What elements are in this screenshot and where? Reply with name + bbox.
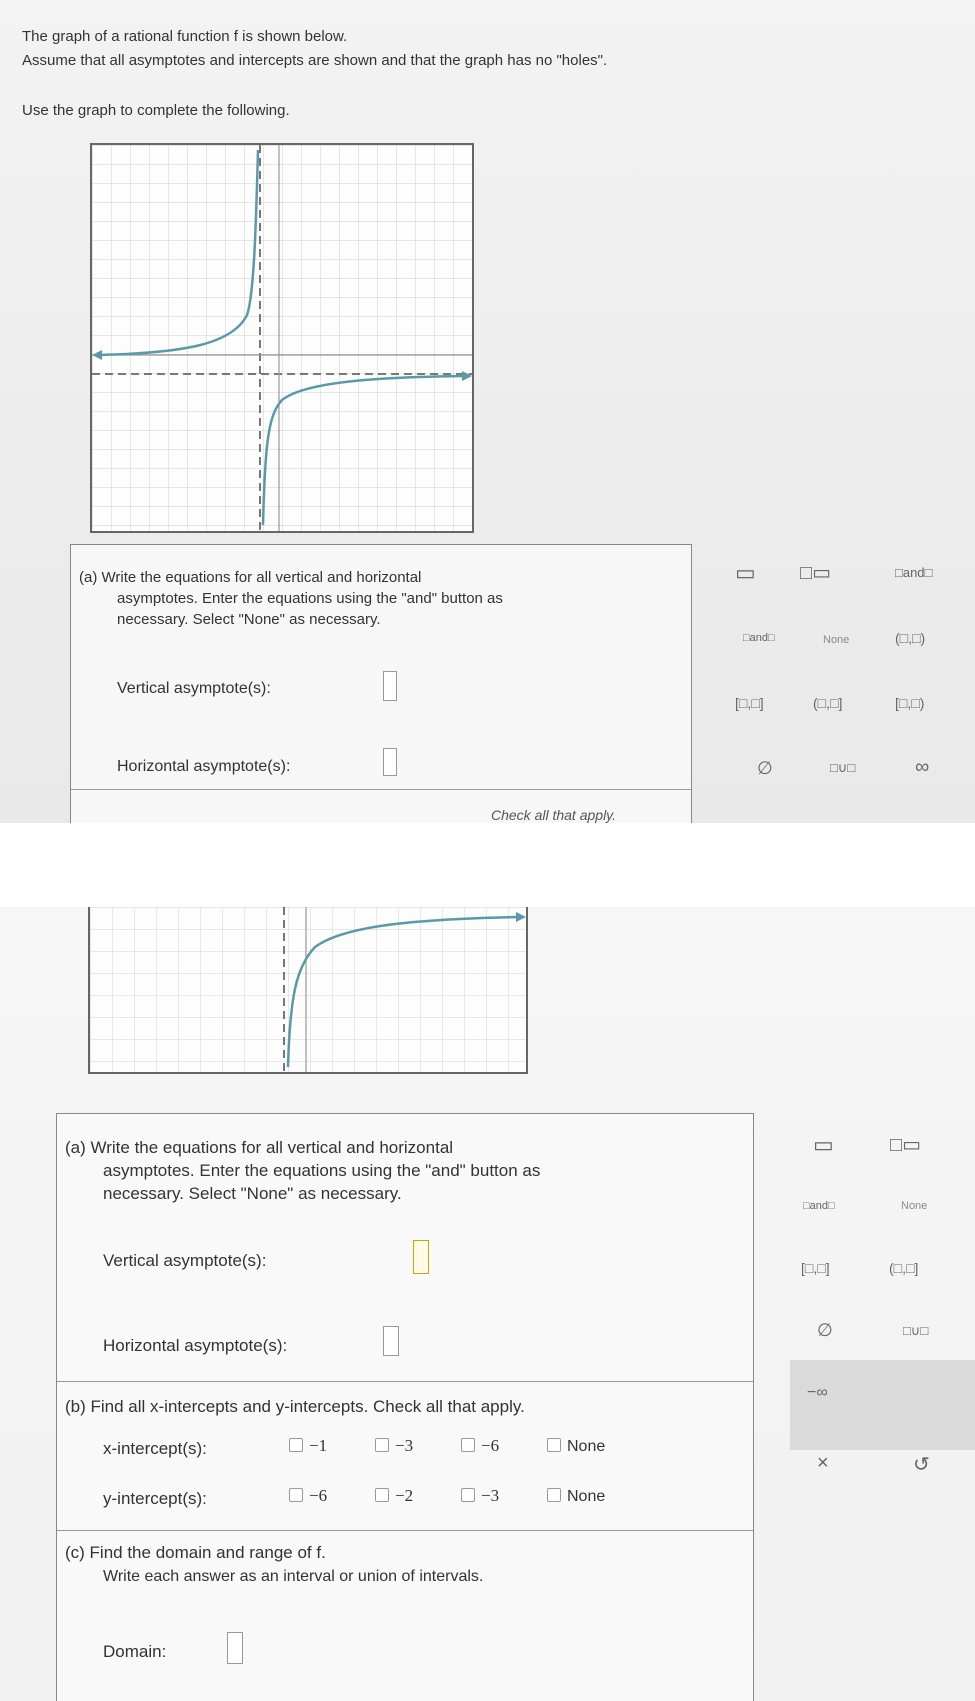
part-b-title: (b) Find all x-intercepts and y-intercepts. Check all that apply. — [65, 1397, 525, 1416]
y-intercept-option-3[interactable]: −3 — [461, 1486, 499, 1506]
x-intercept-option-3[interactable]: −6 — [461, 1436, 499, 1456]
intro-line-2: Assume that all asymptotes and intercepts are shown and that the graph has no "holes". — [22, 52, 608, 69]
intro-line-3: Use the graph to complete the following. — [22, 102, 290, 119]
vertical-asymptote-label: Vertical asymptote(s): — [117, 680, 271, 697]
y-intercept-option-2[interactable]: −2 — [375, 1486, 413, 1506]
grid-partial — [90, 907, 526, 1072]
infinity-button[interactable]: ∞ — [915, 756, 930, 778]
part-a-text-3: necessary. Select "None" as necessary. — [117, 611, 381, 628]
none-button-b[interactable]: None — [901, 1200, 928, 1212]
closed-closed-interval-button-b[interactable]: [□,□] — [801, 1260, 830, 1276]
part-c-title: (c) Find the domain and range of f. — [65, 1543, 326, 1562]
screenshot-photo-top — [0, 0, 975, 823]
part-a-text-3-b: necessary. Select "None" as necessary. — [103, 1184, 402, 1203]
union-button[interactable]: □∪□ — [830, 760, 856, 775]
checkbox[interactable] — [375, 1488, 389, 1502]
horizontal-asymptote-label-b: Horizontal asymptote(s): — [103, 1336, 288, 1355]
x-intercept-option-2[interactable]: −3 — [375, 1436, 413, 1456]
part-a-text-1-b: (a) Write the equations for all vertical and horizontal — [65, 1138, 454, 1157]
checkbox[interactable] — [375, 1438, 389, 1452]
empty-set-button-b[interactable]: ∅ — [817, 1320, 833, 1340]
part-a-panel — [70, 544, 692, 823]
intro-line-1: The graph of a rational function f is shown below. — [22, 28, 348, 45]
divider-a-b — [57, 1381, 753, 1382]
and-button-top[interactable]: □and□ — [895, 565, 933, 580]
part-a-text-1: (a) Write the equations for all vertical and horizontal — [79, 569, 422, 586]
checkbox[interactable] — [547, 1438, 561, 1452]
none-button[interactable]: None — [823, 634, 850, 646]
fraction-button-b[interactable]: ▭ — [813, 1132, 834, 1157]
graph-svg-partial — [90, 907, 526, 1072]
answer-panel — [56, 1113, 754, 1701]
vertical-asymptote-input[interactable] — [383, 671, 397, 701]
y-intercept-option-1[interactable]: −6 — [289, 1486, 327, 1506]
x-intercept-label: x-intercept(s): — [103, 1439, 207, 1458]
horizontal-asymptote-input[interactable] — [383, 748, 397, 776]
keypad-bottom — [795, 1132, 965, 1476]
and-button-row2[interactable]: □and□ — [743, 632, 775, 644]
neg-infinity-button[interactable]: −∞ — [807, 1384, 828, 1401]
x-intercept-option-1[interactable]: −1 — [289, 1436, 327, 1456]
domain-input[interactable] — [227, 1632, 243, 1664]
graph-svg — [92, 145, 472, 531]
function-graph-partial — [88, 907, 528, 1074]
function-graph — [90, 143, 474, 533]
checkbox[interactable] — [289, 1488, 303, 1502]
panel-divider — [71, 789, 691, 790]
horizontal-asymptote-input-b[interactable] — [383, 1326, 399, 1356]
checkbox[interactable] — [461, 1488, 475, 1502]
closed-closed-interval-button[interactable]: [□,□] — [735, 695, 764, 711]
keypad-top — [735, 560, 955, 790]
domain-label: Domain: — [103, 1642, 167, 1661]
x-intercept-option-none[interactable]: None — [547, 1438, 605, 1456]
checkbox[interactable] — [461, 1438, 475, 1452]
union-button-b[interactable]: □∪□ — [903, 1323, 929, 1338]
part-a-text-2-b: asymptotes. Enter the equations using the "and" button as — [103, 1161, 541, 1180]
open-closed-interval-button-b[interactable]: (□,□] — [889, 1260, 919, 1276]
checkbox[interactable] — [289, 1438, 303, 1452]
clear-button[interactable]: × — [817, 1452, 829, 1474]
fraction-button[interactable]: ▭ — [735, 560, 756, 585]
grid — [92, 145, 472, 531]
mixed-fraction-button[interactable]: □▭ — [800, 562, 831, 584]
and-button-b[interactable]: □and□ — [803, 1200, 835, 1212]
vertical-asymptote-input-b[interactable] — [413, 1240, 429, 1274]
page-gap — [0, 823, 975, 907]
empty-set-button[interactable]: ∅ — [757, 758, 773, 778]
open-closed-interval-button[interactable]: (□,□] — [813, 695, 843, 711]
mixed-fraction-button-b[interactable]: □▭ — [890, 1134, 921, 1156]
screenshot-photo-bottom — [0, 907, 975, 1701]
undo-button[interactable]: ↺ — [913, 1454, 930, 1476]
open-open-interval-button[interactable]: (□,□) — [895, 630, 926, 646]
part-c-subtitle: Write each answer as an interval or union of intervals. — [103, 1568, 484, 1585]
part-a-text-2: asymptotes. Enter the equations using the "and" button as — [117, 590, 503, 607]
checkbox[interactable] — [547, 1488, 561, 1502]
horizontal-asymptote-label: Horizontal asymptote(s): — [117, 758, 291, 775]
check-all-note: Check all that apply. — [491, 807, 617, 823]
divider-b-c — [57, 1530, 753, 1531]
y-intercept-option-none[interactable]: None — [547, 1488, 605, 1506]
y-intercept-label: y-intercept(s): — [103, 1489, 207, 1508]
vertical-asymptote-label-b: Vertical asymptote(s): — [103, 1251, 267, 1270]
closed-open-interval-button[interactable]: [□,□) — [895, 695, 925, 711]
